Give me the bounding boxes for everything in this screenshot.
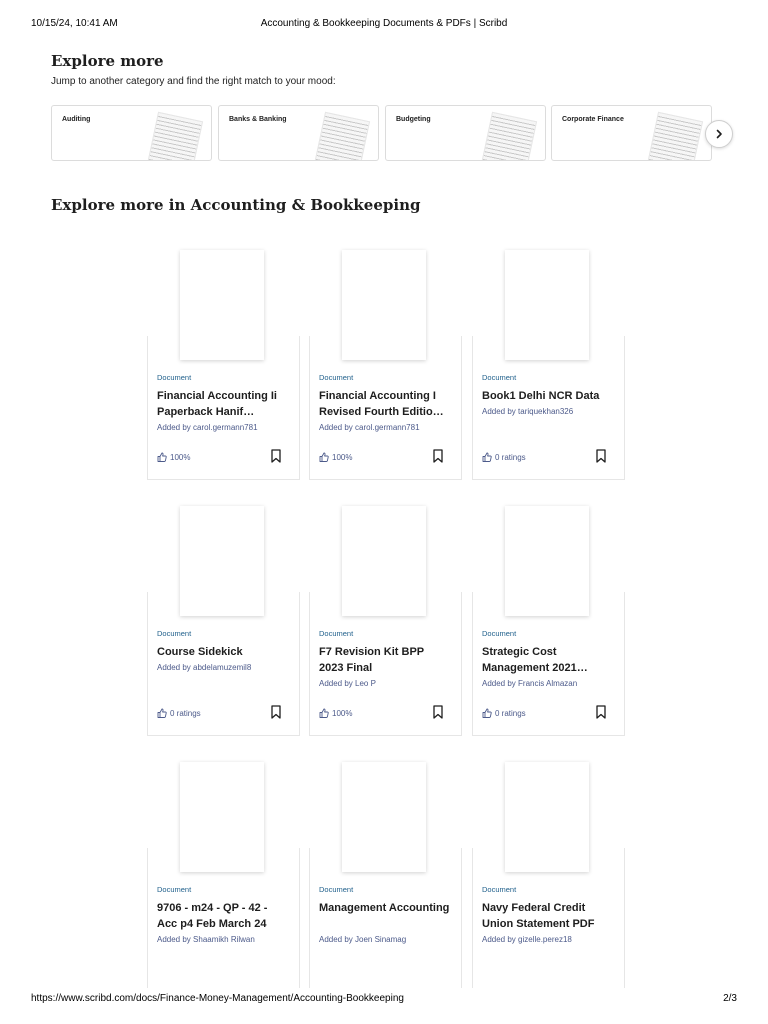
- print-datetime: 10/15/24, 10:41 AM: [31, 18, 118, 29]
- document-card[interactable]: [472, 848, 625, 988]
- document-card[interactable]: [309, 848, 462, 988]
- rating-value: 100%: [332, 452, 353, 462]
- category-label: Banks & Banking: [229, 116, 287, 123]
- document-author[interactable]: Added by Leo P: [319, 679, 376, 688]
- document-rating: [157, 708, 201, 718]
- document-title[interactable]: Management Accounting: [319, 902, 450, 914]
- document-title[interactable]: Financial Accounting I Revised Fourth Editio…: [319, 390, 444, 418]
- rating-value: 100%: [170, 452, 191, 462]
- print-page-number: 2/3: [723, 993, 737, 1004]
- save-button[interactable]: [271, 449, 281, 463]
- document-author[interactable]: Added by Shaamikh Rilwan: [157, 935, 255, 944]
- accounting-section-title: Explore more in Accounting & Bookkeeping: [51, 196, 421, 214]
- document-type-label: Document: [157, 885, 192, 894]
- document-title[interactable]: Course Sidekick: [157, 646, 243, 658]
- document-author[interactable]: Added by carol.germann781: [157, 423, 258, 432]
- save-button[interactable]: [271, 705, 281, 719]
- category-card-corporate-finance[interactable]: [551, 105, 712, 161]
- document-author[interactable]: Added by carol.germann781: [319, 423, 420, 432]
- document-type-label: Document: [482, 629, 517, 638]
- explore-more-subtitle: Jump to another category and find the right match to your mood:: [51, 76, 336, 87]
- document-type-label: Document: [319, 373, 354, 382]
- category-card-banks-banking[interactable]: [218, 105, 379, 161]
- document-thumbnail[interactable]: [180, 762, 264, 872]
- document-thumbnail[interactable]: [505, 250, 589, 360]
- document-title[interactable]: Financial Accounting Ii Paperback Hanif…: [157, 390, 277, 418]
- document-card[interactable]: [147, 848, 300, 988]
- category-thumbnail: [314, 112, 370, 161]
- carousel-next-button[interactable]: [705, 120, 733, 148]
- thumbs-up-icon: [157, 708, 167, 718]
- rating-value: 0 ratings: [495, 708, 526, 718]
- document-type-label: Document: [157, 373, 192, 382]
- chevron-right-icon: [714, 129, 724, 139]
- document-type-label: Document: [482, 373, 517, 382]
- rating-value: 100%: [332, 708, 353, 718]
- document-rating: [482, 708, 526, 718]
- thumbs-up-icon: [482, 708, 492, 718]
- document-author[interactable]: Added by Francis Almazan: [482, 679, 578, 688]
- bookmark-icon: [596, 449, 606, 463]
- document-title[interactable]: Strategic Cost Management 2021…: [482, 646, 588, 674]
- category-thumbnail: [647, 112, 703, 161]
- document-author[interactable]: Added by abdelamuzemil8: [157, 663, 252, 672]
- category-label: Auditing: [62, 116, 91, 123]
- save-button[interactable]: [433, 449, 443, 463]
- document-title[interactable]: 9706 - m24 - QP - 42 - Acc p4 Feb March 24: [157, 902, 268, 930]
- category-card-auditing[interactable]: [51, 105, 212, 161]
- save-button[interactable]: [596, 705, 606, 719]
- document-thumbnail[interactable]: [180, 250, 264, 360]
- bookmark-icon: [271, 449, 281, 463]
- document-thumbnail[interactable]: [505, 506, 589, 616]
- document-rating: [319, 452, 352, 462]
- document-card[interactable]: [147, 336, 300, 480]
- thumbs-up-icon: [482, 452, 492, 462]
- category-carousel: [51, 105, 741, 161]
- document-thumbnail[interactable]: [180, 506, 264, 616]
- document-type-label: Document: [319, 629, 354, 638]
- category-label: Corporate Finance: [562, 116, 624, 123]
- rating-value: 0 ratings: [495, 452, 526, 462]
- document-type-label: Document: [319, 885, 354, 894]
- bookmark-icon: [271, 705, 281, 719]
- document-thumbnail[interactable]: [342, 250, 426, 360]
- print-url: https://www.scribd.com/docs/Finance-Money-Management/Accounting-Bookkeeping: [31, 993, 404, 1004]
- save-button[interactable]: [596, 449, 606, 463]
- document-thumbnail[interactable]: [342, 762, 426, 872]
- bookmark-icon: [433, 705, 443, 719]
- document-card[interactable]: [472, 592, 625, 736]
- document-card[interactable]: [309, 592, 462, 736]
- category-thumbnail: [481, 112, 537, 161]
- document-card[interactable]: [309, 336, 462, 480]
- category-label: Budgeting: [396, 116, 431, 123]
- category-thumbnail: [147, 112, 203, 161]
- save-button[interactable]: [433, 705, 443, 719]
- document-rating: [319, 708, 352, 718]
- document-title[interactable]: F7 Revision Kit BPP 2023 Final: [319, 646, 424, 674]
- document-card[interactable]: [472, 336, 625, 480]
- document-type-label: Document: [482, 885, 517, 894]
- document-thumbnail[interactable]: [342, 506, 426, 616]
- document-rating: [157, 452, 190, 462]
- document-rating: [482, 452, 526, 462]
- document-title[interactable]: Navy Federal Credit Union Statement PDF: [482, 902, 595, 930]
- bookmark-icon: [433, 449, 443, 463]
- document-author[interactable]: Added by tariquekhan326: [482, 407, 574, 416]
- rating-value: 0 ratings: [170, 708, 201, 718]
- document-card[interactable]: [147, 592, 300, 736]
- thumbs-up-icon: [319, 452, 329, 462]
- document-type-label: Document: [157, 629, 192, 638]
- explore-more-title: Explore more: [51, 52, 164, 70]
- bookmark-icon: [596, 705, 606, 719]
- document-thumbnail[interactable]: [505, 762, 589, 872]
- document-title[interactable]: Book1 Delhi NCR Data: [482, 390, 600, 402]
- category-card-budgeting[interactable]: [385, 105, 546, 161]
- thumbs-up-icon: [319, 708, 329, 718]
- document-author[interactable]: Added by Joen Sinamag: [319, 935, 407, 944]
- thumbs-up-icon: [157, 452, 167, 462]
- document-author[interactable]: Added by gizelle.perez18: [482, 935, 572, 944]
- print-page-title: Accounting & Bookkeeping Documents & PDFs | Scribd: [260, 18, 508, 29]
